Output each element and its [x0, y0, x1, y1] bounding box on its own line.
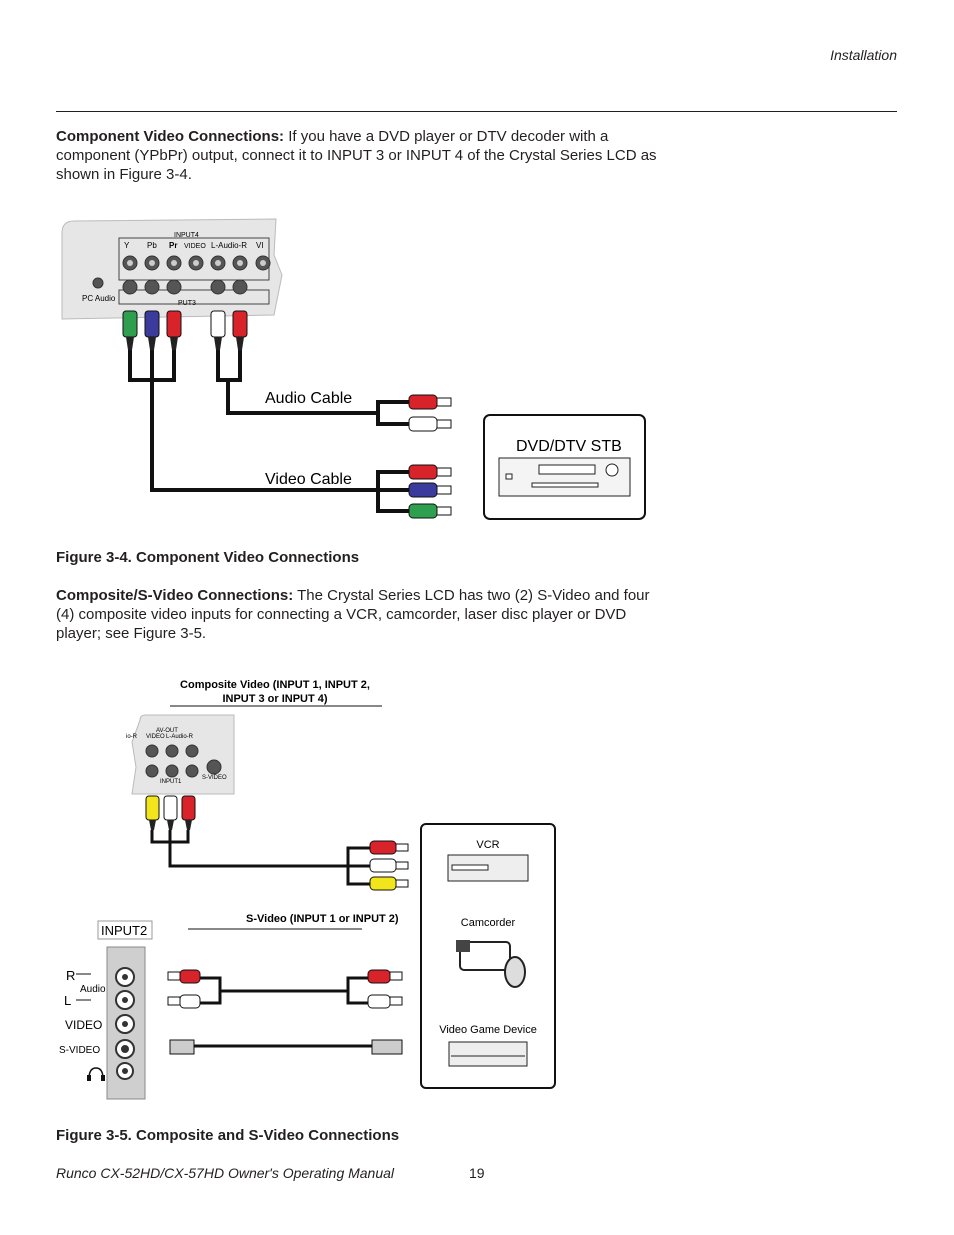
game-device-icon: [449, 1042, 527, 1066]
av-out-label: AV-OUT: [156, 728, 178, 734]
video-label: VIDEO: [65, 1018, 103, 1032]
pc-audio-label: PC Audio: [82, 294, 116, 303]
game-device-label: Video Game Device: [439, 1024, 537, 1036]
devices-box: [421, 824, 555, 1088]
section-header: Installation: [830, 47, 897, 63]
panel-input3-label: PUT3: [178, 300, 196, 307]
video-cable-label: Video Cable: [265, 471, 352, 488]
jack-pb-label: Pb: [147, 241, 157, 250]
panel-video-label: VIDEO: [146, 734, 165, 740]
camcorder-label: Camcorder: [460, 917, 516, 929]
svideo-cable-label: S-Video (INPUT 1 or INPUT 2): [246, 913, 399, 925]
panel-svideo-label: S-VIDEO: [202, 775, 227, 781]
component-body: If you have a DVD player or DTV decoder with a component (YPbPr) output, connect it to INPUT 3 or INPUT 4 of the Crystal Series LCD as shown in Figure 3-4.: [56, 128, 657, 183]
jack-vi-label: VI: [256, 241, 264, 250]
figure-3-4: [56, 215, 656, 525]
footer-title: Runco CX-52HD/CX-57HD Owner's Operating Manual: [56, 1165, 395, 1181]
composite-plugs-panel: [146, 796, 195, 830]
page-number: 19: [469, 1165, 485, 1181]
panel-input4-label: INPUT4: [174, 232, 199, 239]
vcr-icon: [448, 855, 528, 881]
audio-label: Audio: [80, 984, 106, 995]
panel-audio-label: L-Audio-R: [166, 734, 194, 740]
input2-label: INPUT2: [101, 923, 148, 938]
header-rule: [56, 111, 897, 112]
figure-3-4-caption: Figure 3-4. Component Video Connections: [56, 549, 360, 566]
headphone-icon: [87, 1068, 105, 1081]
lcd-panel-av: [126, 715, 234, 794]
panel-input1-label: INPUT1: [160, 779, 182, 785]
svideo-cable-ends: [168, 970, 402, 1054]
audio-cable-label: Audio Cable: [265, 390, 353, 407]
input2-jack-panel: [59, 921, 152, 1099]
component-paragraph: [56, 127, 666, 184]
figure-3-5: [56, 672, 576, 1102]
dvd-dtv-label: DVD/DTV STB: [516, 438, 622, 455]
jack-video-label: VIDEO: [184, 243, 206, 250]
composite-body: The Crystal Series LCD has two (2) S-Video and four (4) composite video inputs for connecting a VCR, camcorder, laser disc player or DVD player; see Figure 3-5.: [56, 587, 650, 642]
jack-y-label: Y: [124, 241, 130, 250]
r-label: R: [66, 968, 76, 983]
panel-audio-r-label: io-R: [126, 734, 138, 740]
figure-3-5-caption: Figure 3-5. Composite and S-Video Connections: [56, 1127, 400, 1144]
cable-end-plugs: [409, 395, 451, 518]
lcd-panel-input4: [62, 219, 282, 319]
composite-label-line2: INPUT 3 or INPUT 4): [222, 693, 328, 705]
l-label: L: [64, 993, 72, 1008]
composite-label-line1: Composite Video (INPUT 1, INPUT 2,: [180, 679, 370, 691]
vcr-label: VCR: [476, 839, 500, 851]
dvd-dtv-stb-device: [484, 415, 645, 519]
jack-pr-label: Pr: [169, 241, 178, 250]
svideo-label: S-VIDEO: [59, 1045, 101, 1056]
jack-audio-label: L-Audio-R: [211, 241, 248, 250]
composite-cables: [152, 830, 376, 1046]
composite-paragraph: [56, 586, 666, 643]
composite-lead: Composite/S-Video Connections:: [56, 587, 294, 604]
composite-cable-ends: [370, 841, 408, 890]
component-lead: Component Video Connections:: [56, 128, 285, 145]
